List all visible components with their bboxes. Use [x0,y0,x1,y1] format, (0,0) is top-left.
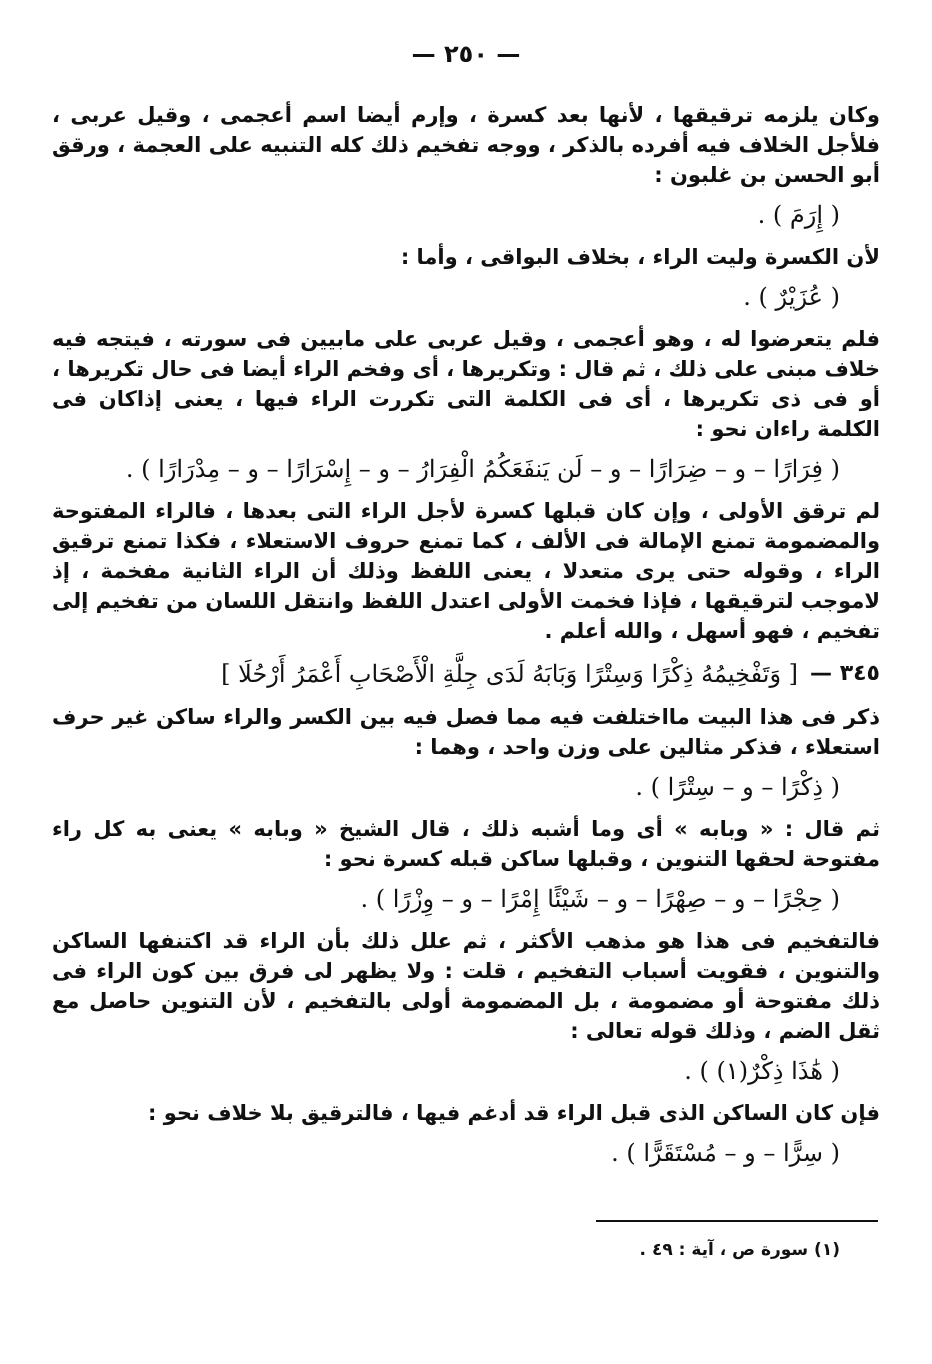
paragraph-8: فإن كان الساكن الذى قبل الراء قد أدغم فيها ، فالترقيق بلا خلاف نحو : [147,1101,880,1125]
quran-word-1: ( إِرَمَ ) . [757,201,840,229]
quran-words-3: ( فِرَارًا – و – ضِرَارًا – و – لَن يَنفَعَكُمُ الْفِرَارُ – و – إِسْرَارًا – و – مِدْرَارًا ) . [125,455,840,483]
quran-words-7: ( سِرًّا – و – مُسْتَقَرًّا ) . [611,1139,840,1167]
poem-verse [52,656,880,692]
quran-words-5: ( حِجْرًا – و – صِهْرًا – و – شَيْئًا إِمْرًا – و – وِزْرًا ) . [360,885,840,913]
paragraph-6: ثم قال : « وبابه » أى وما أشبه ذلك ، قال الشيخ « وبابه » يعنى به كل راء مفتوحة لحقها التنوين ، وقبلها ساكن قبله كسرة نحو : [52,817,880,871]
quran-words-4: ( ذِكْرًا – و – سِتْرًا ) . [635,773,840,801]
poem-verse-number: ٣٤٥ — [810,661,880,686]
paragraph-4: لم ترقق الأولى ، وإن كان قبلها كسرة لأجل الراء التى بعدها ، فالراء المفتوحة والمضمومة تمنع الإمالة فى الألف ، كما تمنع حروف الاستعلاء ، فكذا تمنع ترقيق الراء ، وقوله حتى يرى متعدلا ، يعنى اللفظ وذلك أن الراء الثانية مفخمة ، إذ لاموجب لترقيقها ، فإذا فخمت الأولى اعتدل اللفظ وانتقل اللسان من تفخيم إلى تفخيم ، فهو أسهل ، والله أعلم . [52,499,880,643]
paragraph-3: فلم يتعرضوا له ، وهو أعجمى ، وقيل عربى على مابيين فى سورته ، فيتجه فيه خلاف مبنى على ذلك ، ثم قال : وتكريرها ، أى وفخم الراء أيضا فى حال تكريرها ، أو فى ذى تكريرها ، أى فى الكلمة التى تكررت الراء فيها ، يعنى إذاكان فى الكلمة راءان نحو : [52,327,880,441]
paragraph-7: فالتفخيم فى هذا هو مذهب الأكثر ، ثم علل ذلك بأن الراء قد اكتنفها الساكن والتنوين ، فقويت أسباب التفخيم ، قلت : ولا يظهر لى فرق بين كون الراء فى ذلك مفتوحة أو مضمومة ، بل المضمومة أولى بالتفخيم ، لأن التنوين حاصل مع ثقل الضم ، وذلك قوله تعالى : [52,929,880,1043]
paragraph-2: لأن الكسرة وليت الراء ، بخلاف البواقى ، وأما : [400,245,880,269]
page-body [52,100,880,1180]
footnote: (١) سورة ص ، آية : ٤٩ . [639,1240,840,1260]
quran-word-2: ( عُزَيْرٌ ) . [743,283,840,311]
footnote-divider [596,1220,878,1222]
page-number: — ٢٥٠ — [411,40,521,68]
paragraph-5: ذكر فى هذا البيت مااختلفت فيه مما فصل فيه بين الكسر والراء ساكن غير حرف استعلاء ، فذكر مثالين على وزن واحد ، وهما : [52,705,880,759]
paragraph-1: وكان يلزمه ترقيقها ، لأنها بعد كسرة ، وإرم أيضا اسم أعجمى ، وقيل عربى ، فلأجل الخلاف فيه أفرده بالذكر ، ووجه تفخيم ذلك كله التنبيه على العجمة ، ورقق أبو الحسن بن غلبون : [52,103,880,187]
quran-word-6: ( هَٰذَا ذِكْرٌ(١) ) . [684,1057,840,1085]
poem-verse-text: [ وَتَفْخِيمُهُ ذِكْرًا وَسِتْرًا وَبَابَهُ لَدَى جِلَّةِ الْأَصْحَابِ أَعْمَرُ أَرْحُلَا ] [221,660,799,688]
